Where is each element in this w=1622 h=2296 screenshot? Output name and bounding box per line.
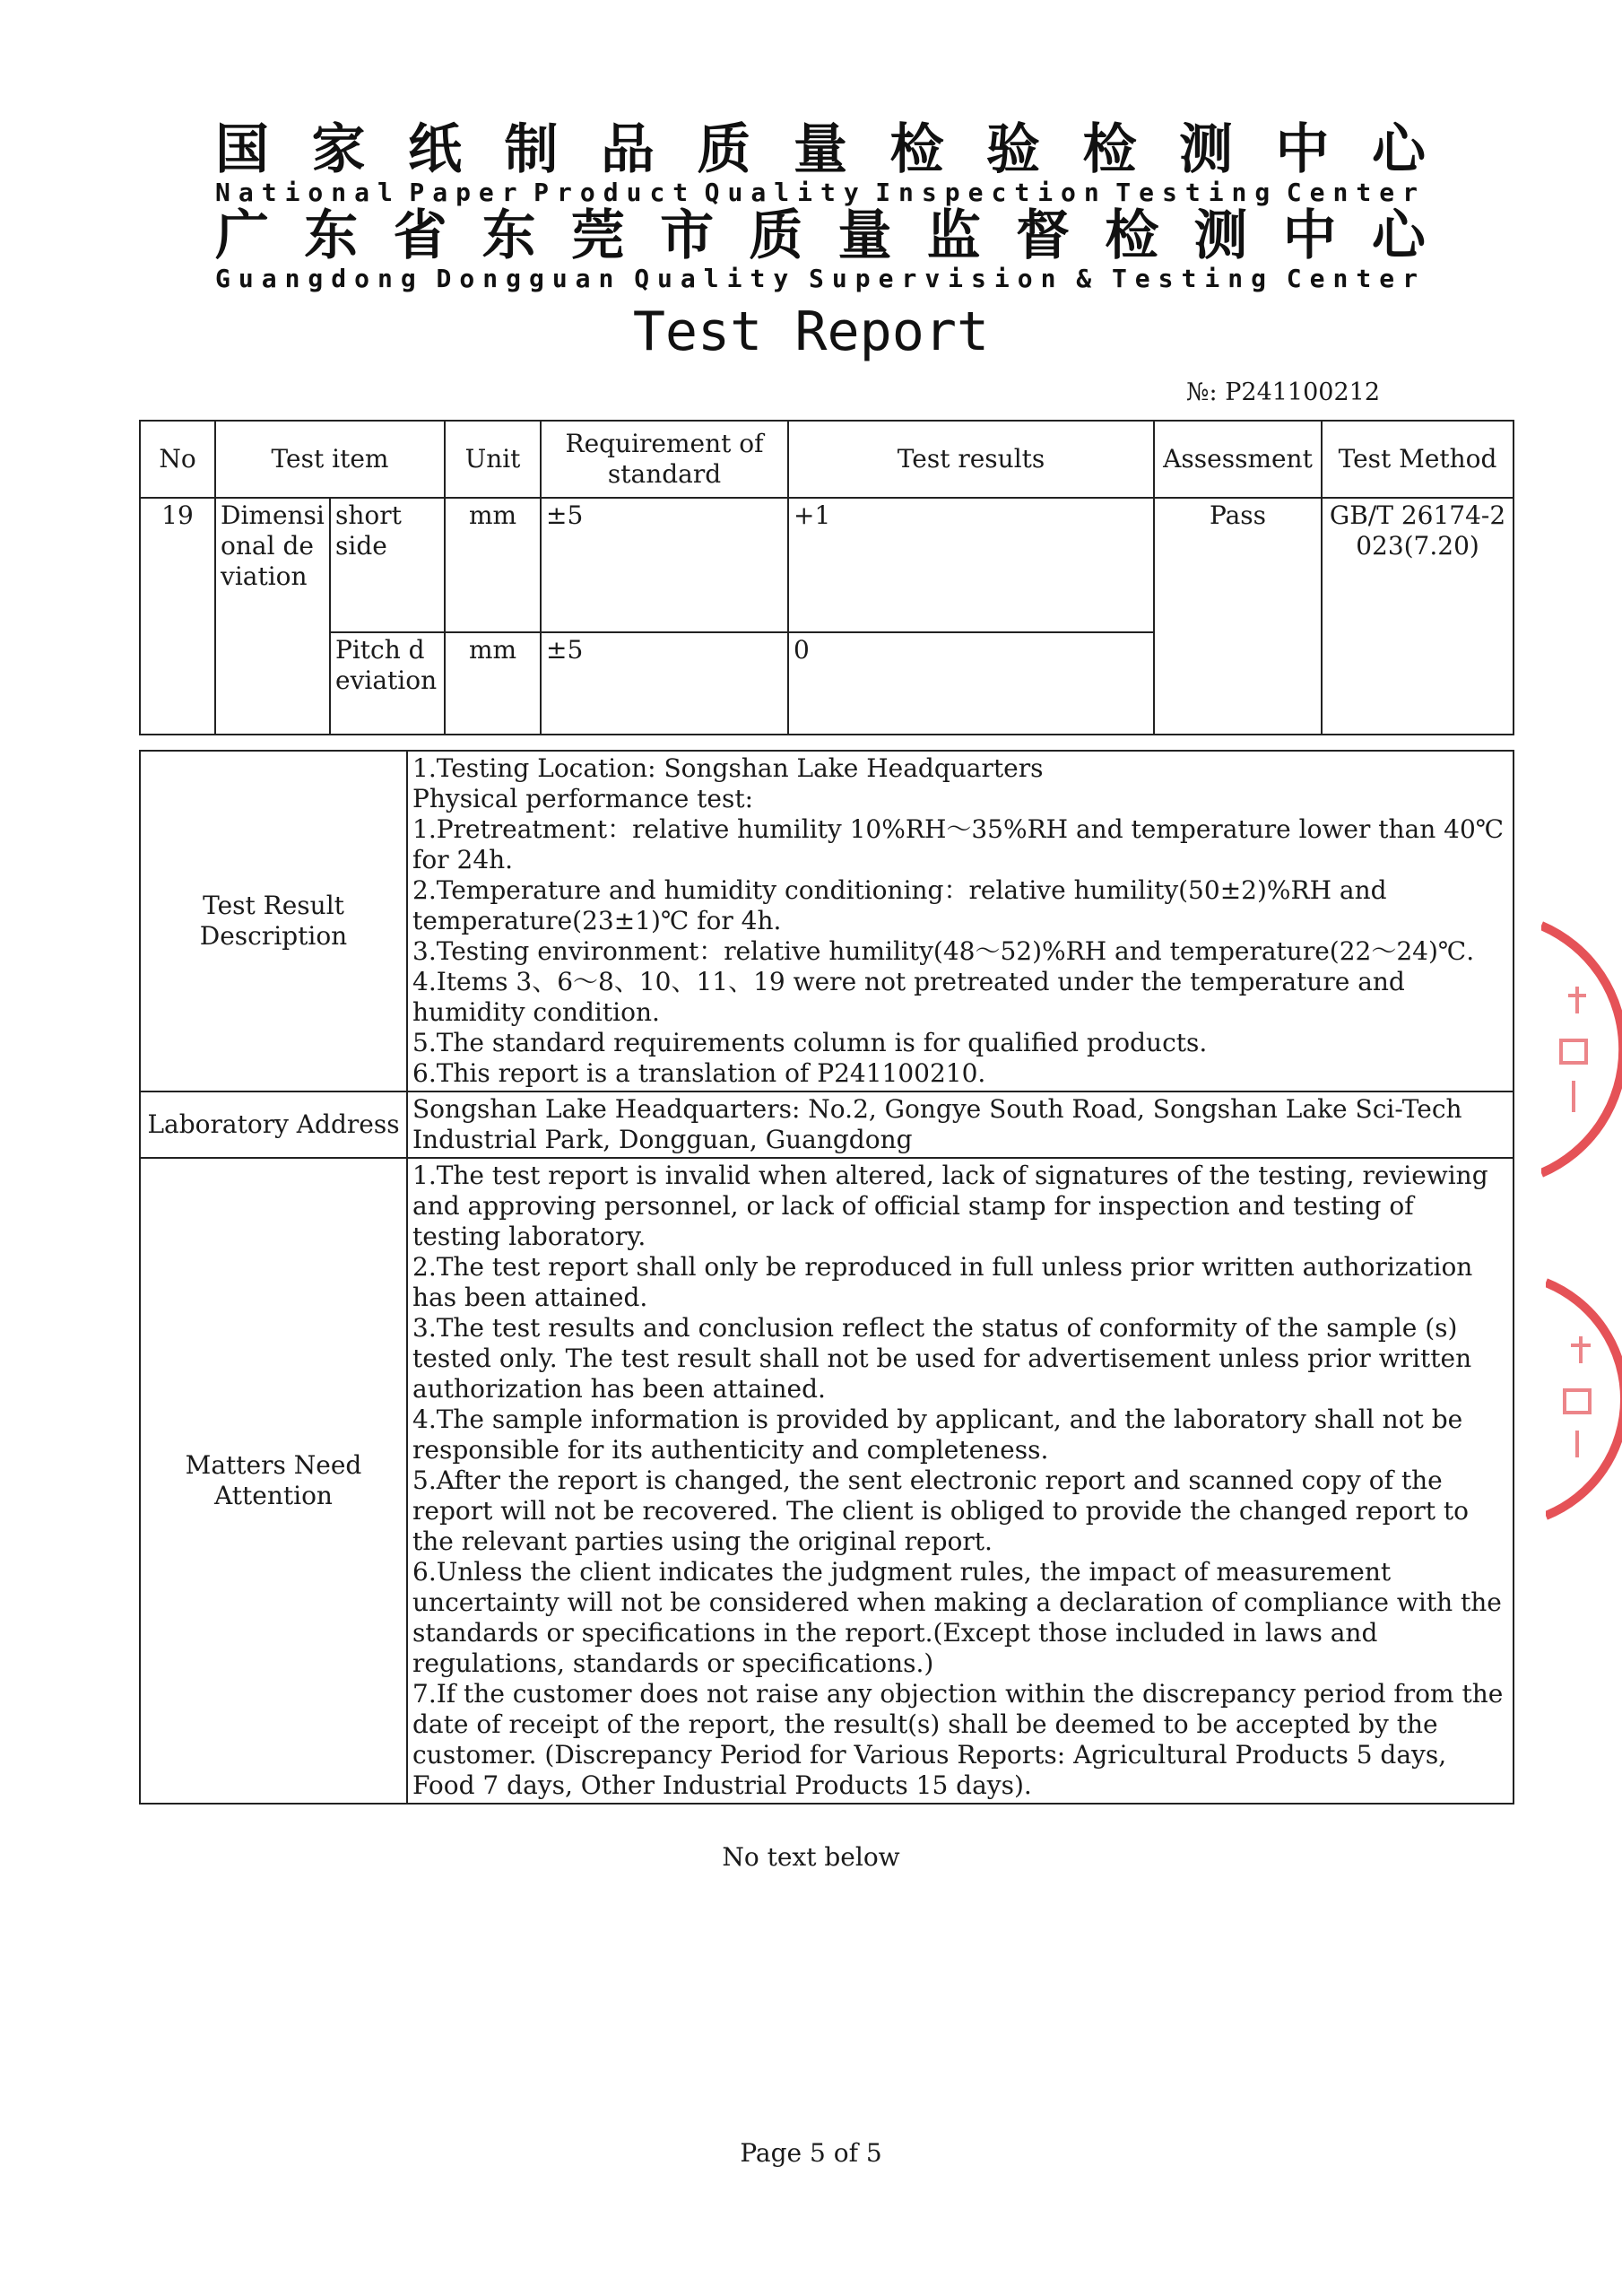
letterhead-cn-char: 检 <box>889 118 944 181</box>
attention-label: Matters Need Attention <box>140 1158 407 1804</box>
header-method: Test Method <box>1322 421 1514 498</box>
description-line: 1.Testing Location: Songshan Lake Headquarters <box>412 753 1044 783</box>
letterhead-cn-char: 品 <box>601 118 655 181</box>
row-method: GB/T 26174-2023(7.20) <box>1322 498 1514 735</box>
letterhead-cn-char: 制 <box>504 118 559 181</box>
letterhead-cn-line-2 <box>215 204 1426 267</box>
letterhead <box>215 118 1426 293</box>
letterhead-cn-char: 质 <box>749 204 803 267</box>
letterhead-cn-char: 家 <box>311 118 366 181</box>
address-label: Laboratory Address <box>140 1091 407 1158</box>
letterhead-cn-char: 测 <box>1179 118 1233 181</box>
letterhead-cn-char: 监 <box>926 204 981 267</box>
header-no: No <box>140 421 215 498</box>
description-line: 5.The standard requirements column is for qualified products. <box>412 1028 1208 1057</box>
letterhead-cn-char: 东 <box>304 204 359 267</box>
letterhead-cn-char: 省 <box>393 204 447 267</box>
letterhead-cn-char: 心 <box>1371 204 1426 267</box>
letterhead-cn-char: 东 <box>481 204 536 267</box>
official-seal-stamp-upper <box>1541 906 1622 1193</box>
letterhead-en-word: & <box>1076 264 1100 293</box>
official-seal-stamp-lower <box>1546 1265 1622 1534</box>
attention-item: 2.The test report shall only be reproduced in full unless prior written authorization has been attained. <box>412 1252 1473 1312</box>
row-no: 19 <box>140 498 215 735</box>
header-unit: Unit <box>445 421 541 498</box>
test-results-table <box>139 420 1514 735</box>
description-line: 1.Pretreatment：relative humility 10%RH～35%RH and temperature lower than 40℃ for 24h. <box>412 814 1505 874</box>
letterhead-cn-char: 测 <box>1193 204 1248 267</box>
letterhead-cn-char: 广 <box>215 204 269 267</box>
letterhead-cn-char: 检 <box>1105 204 1159 267</box>
letterhead-cn-char: 中 <box>1282 204 1337 267</box>
attention-item: 1.The test report is invalid when altered, lack of signatures of the testing, reviewing and approving personnel, or lack of official stamp for inspection and testing of testing laboratory. <box>412 1161 1488 1251</box>
attention-item: 6.Unless the client indicates the judgment rules, the impact of measurement uncertainty will not be considered when making a declaration of compliance with the standards or specifications in the report.(Except those included in laws and regulations, standards or specifications.) <box>412 1557 1502 1678</box>
no-text-below-note: No text below <box>722 1842 900 1872</box>
attention-item: 4.The sample information is provided by applicant, and the laboratory shall not be responsible for its authenticity and completeness. <box>412 1405 1463 1465</box>
attention-body <box>407 1158 1514 1804</box>
report-number: №: P241100212 <box>1186 378 1380 406</box>
letterhead-cn-char: 纸 <box>408 118 462 181</box>
letterhead-cn-char: 检 <box>1082 118 1137 181</box>
letterhead-en-word: Center <box>1286 178 1426 207</box>
attention-item: 3.The test results and conclusion reflect the status of conformity of the sample (s) tested only. The test result shall not be used for advertisement unless prior written authorization has been attained. <box>412 1313 1472 1404</box>
letterhead-cn-char: 市 <box>660 204 715 267</box>
letterhead-en-word: Quality <box>704 178 867 207</box>
letterhead-en-line-1 <box>215 178 1426 207</box>
header-results: Test results <box>788 421 1154 498</box>
header-test-item: Test item <box>215 421 445 498</box>
table-row <box>140 498 1514 632</box>
description-line: Physical performance test: <box>412 784 754 813</box>
letterhead-cn-char: 督 <box>1015 204 1070 267</box>
row-assessment: Pass <box>1154 498 1322 735</box>
sub-item-name: short side <box>330 498 445 632</box>
letterhead-cn-char: 中 <box>1275 118 1330 181</box>
page-number: Page 5 of 5 <box>740 2138 882 2168</box>
letterhead-en-word: Testing <box>1111 264 1274 293</box>
letterhead-en-word: Paper <box>409 178 525 207</box>
letterhead-en-word: Quality <box>634 264 797 293</box>
letterhead-en-word: Center <box>1286 264 1426 293</box>
header-assessment: Assessment <box>1154 421 1322 498</box>
letterhead-en-line-2 <box>215 265 1426 293</box>
letterhead-en-word: Dongguan <box>436 264 622 293</box>
description-line: 6.This report is a translation of P241100210. <box>412 1058 986 1088</box>
sub-item-unit: mm <box>445 498 541 632</box>
header-requirement: Requirement of standard <box>541 421 788 498</box>
report-info-table <box>139 750 1514 1805</box>
letterhead-cn-char: 心 <box>1372 118 1426 181</box>
description-line: 2.Temperature and humidity conditioning：relative humility(50±2)%RH and temperature(23±1)℃ for 4h. <box>412 875 1387 935</box>
description-line: 4.Items 3、6～8、10、11、19 were not pretreated under the temperature and humidity condition. <box>412 967 1405 1027</box>
letterhead-cn-char: 量 <box>794 118 847 181</box>
letterhead-cn-line-1 <box>215 118 1426 181</box>
letterhead-en-word: Testing <box>1115 178 1279 207</box>
table-row <box>140 751 1514 1091</box>
table-header-row <box>140 421 1514 498</box>
sub-item-requirement: ±5 <box>541 632 788 735</box>
letterhead-cn-char: 国 <box>215 118 269 181</box>
row-item: Dimensional deviation <box>215 498 330 735</box>
letterhead-en-word: Inspection <box>875 178 1107 207</box>
table-row <box>140 1158 1514 1804</box>
report-title: Test Report <box>632 300 990 363</box>
description-line: 3.Testing environment：relative humility(48～52)%RH and temperature(22～24)℃. <box>412 936 1475 966</box>
letterhead-en-word: Product <box>533 178 697 207</box>
address-value: Songshan Lake Headquarters: No.2, Gongye South Road, Songshan Lake Sci-Tech Industrial Park, Dongguan, Guangdong <box>407 1091 1514 1158</box>
sub-item-result: +1 <box>788 498 1154 632</box>
letterhead-cn-char: 质 <box>697 118 751 181</box>
description-label: Test Result Description <box>140 751 407 1091</box>
attention-item: 7.If the customer does not raise any objection within the discrepancy period from the date of receipt of the report, the result(s) shall be deemed to be accepted by the customer. (Discrepancy Period for Various Reports: Agricultural Products 5 days, Food 7 days, Other Industrial Products 15 days). <box>412 1679 1504 1800</box>
sub-item-name: Pitch deviation <box>330 632 445 735</box>
sub-item-requirement: ±5 <box>541 498 788 632</box>
letterhead-cn-char: 验 <box>986 118 1040 181</box>
sub-item-result: 0 <box>788 632 1154 735</box>
description-body <box>407 751 1514 1091</box>
letterhead-en-word: Supervision <box>809 264 1064 293</box>
letterhead-cn-char: 量 <box>837 204 892 267</box>
letterhead-en-word: Guangdong <box>215 264 424 293</box>
sub-item-unit: mm <box>445 632 541 735</box>
attention-item: 5.After the report is changed, the sent electronic report and scanned copy of the report will not be recovered. The client is obliged to provide the changed report to the relevant parties using the original report. <box>412 1465 1470 1556</box>
letterhead-en-word: National <box>215 178 401 207</box>
table-row <box>140 1091 1514 1158</box>
letterhead-cn-char: 莞 <box>570 204 625 267</box>
